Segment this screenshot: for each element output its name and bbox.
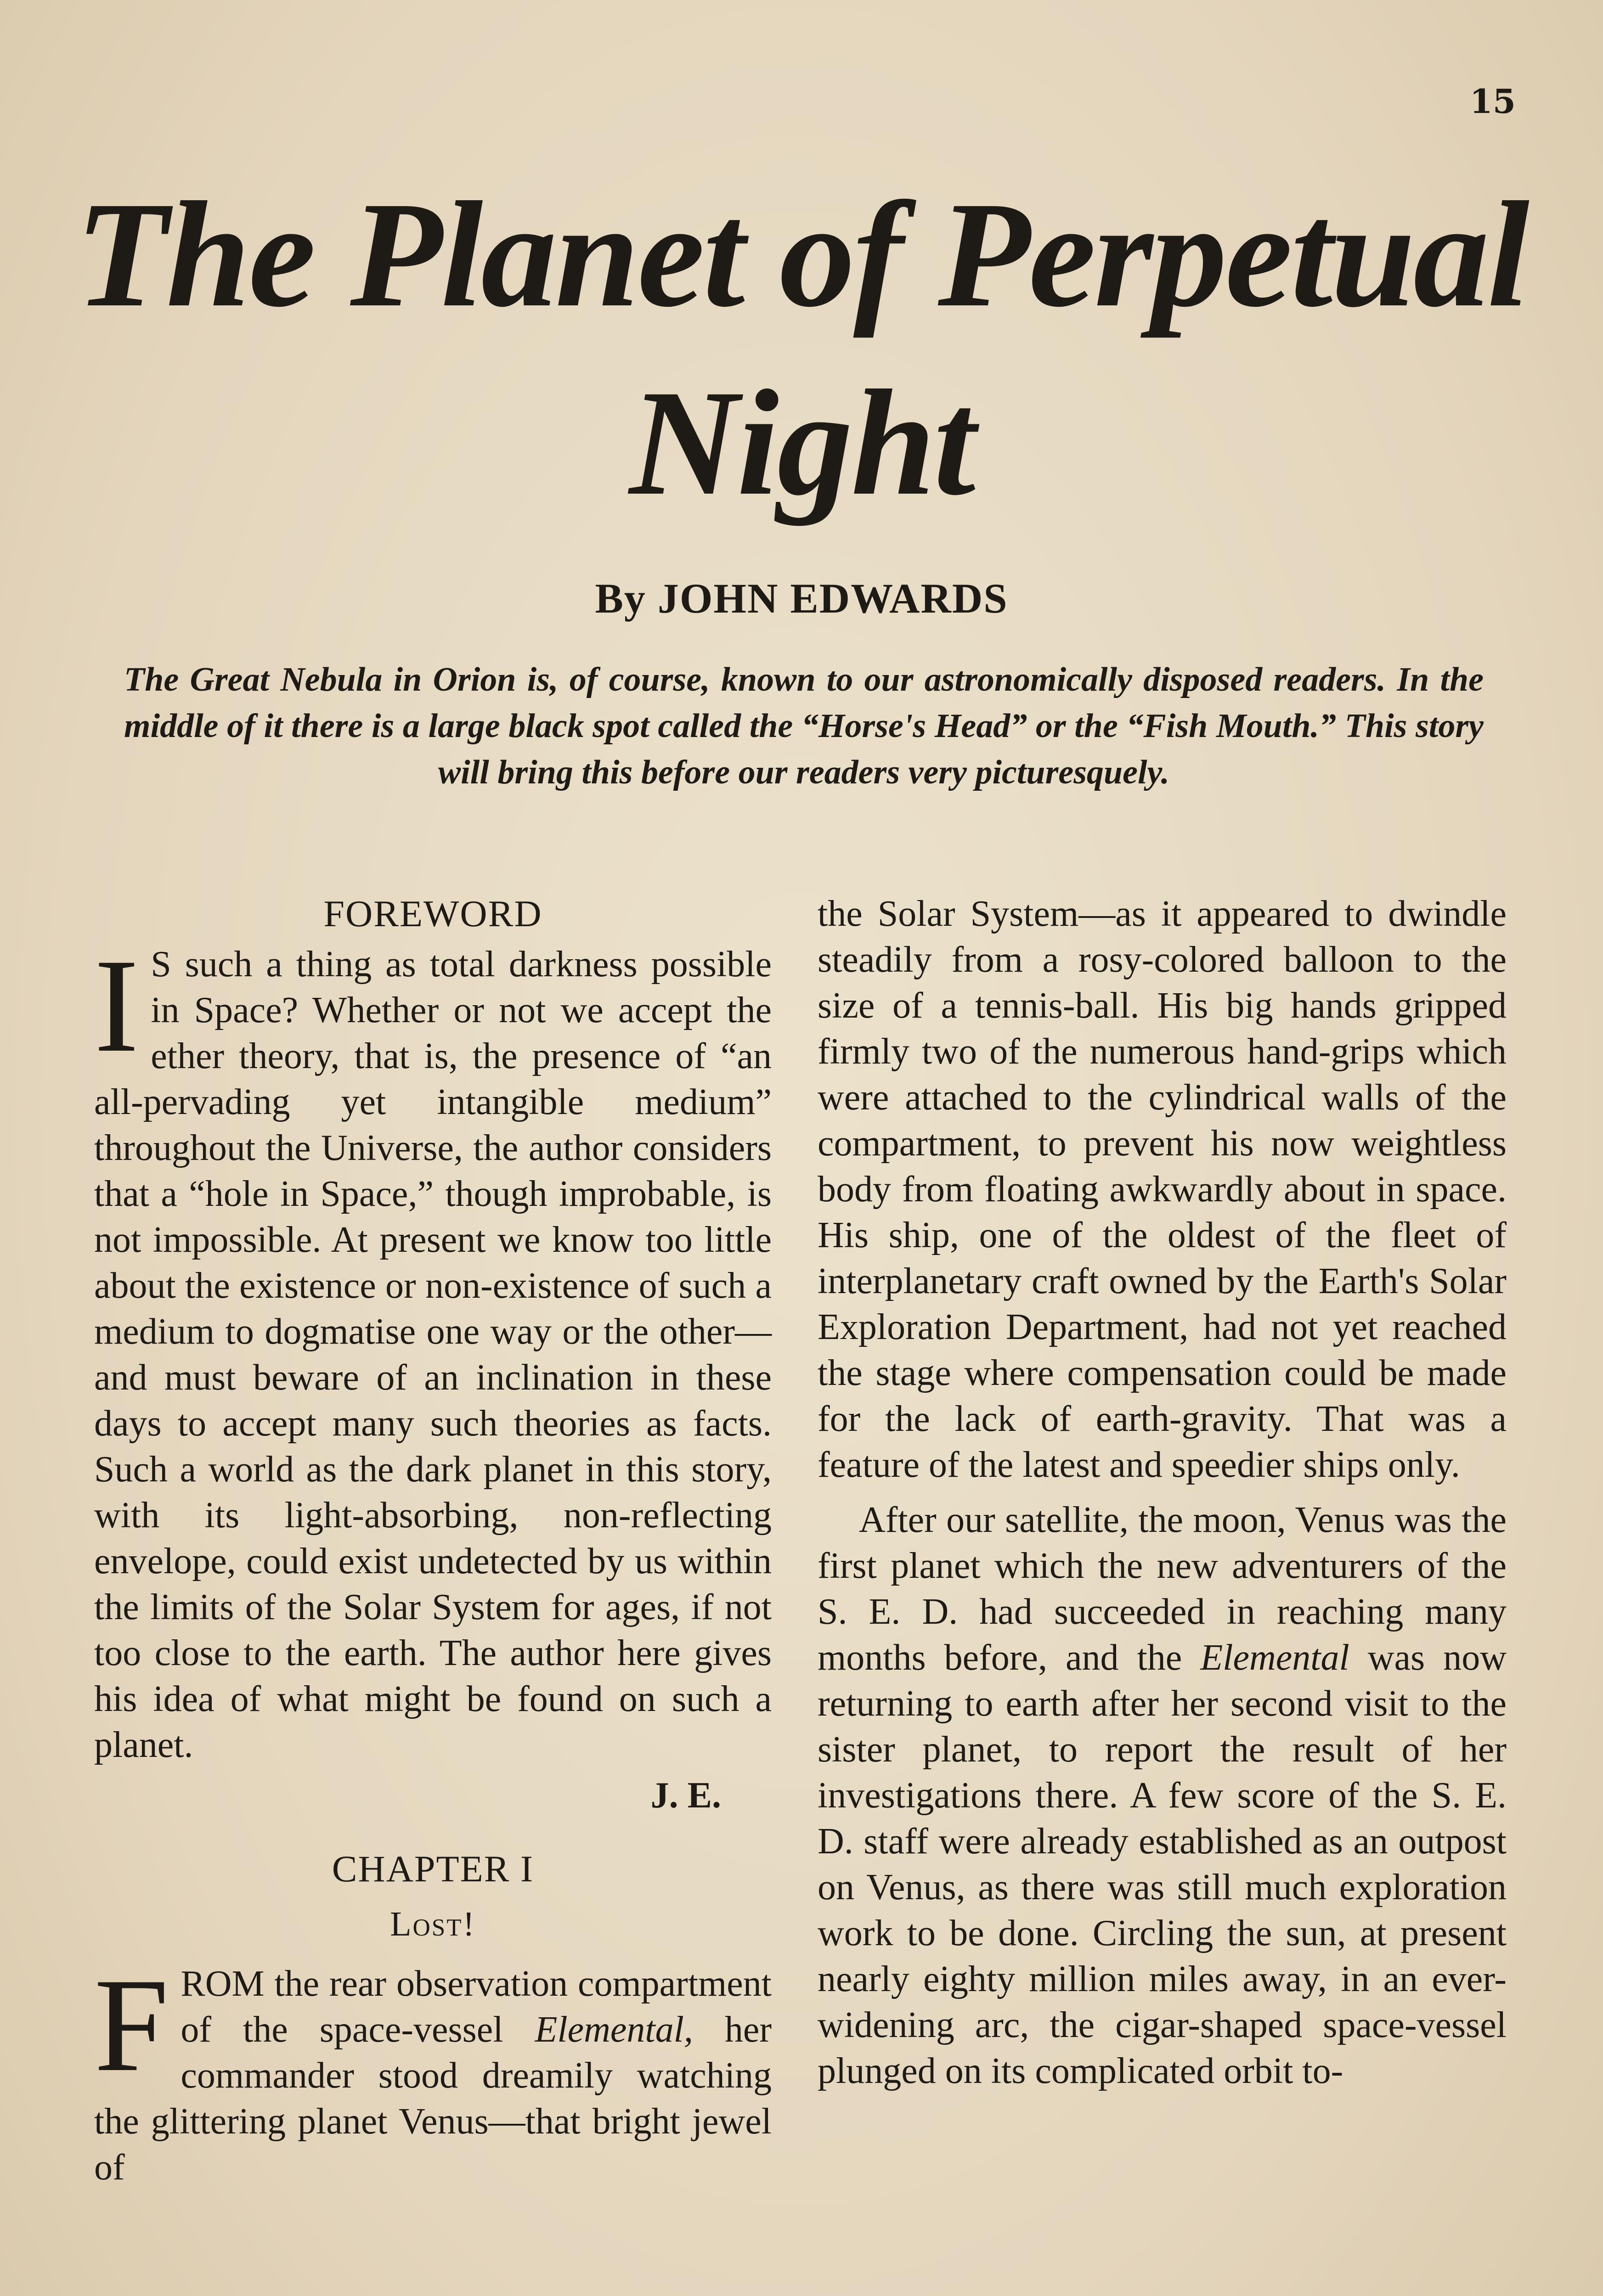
- page-number: 15: [1469, 82, 1516, 121]
- foreword-initials: J. E.: [650, 1775, 721, 1816]
- foreword-paragraph: [94, 932, 772, 1768]
- right-paragraph-2: [818, 1497, 1507, 2094]
- left-column: [94, 891, 772, 2190]
- chapter-heading: CHAPTER I: [332, 1848, 534, 1890]
- foreword-heading: FOREWORD: [323, 893, 542, 934]
- right-column: [818, 891, 1507, 2094]
- story-title-line2: Night: [629, 359, 974, 527]
- chapter-dropcap: F: [94, 1951, 169, 2099]
- right-paragraph-2-a: After our satellite, the moon, Venus was the first planet which the new adventurers of the S. E. D. had succeeded in reaching many months before, and the: [818, 1500, 1507, 1678]
- chapter-subheading: Lost!: [390, 1905, 476, 1943]
- author-byline: By JOHN EDWARDS: [595, 575, 1008, 622]
- story-title-line1: The Planet of Perpetual: [75, 171, 1528, 338]
- foreword-text: S such a thing as total darkness possible in Space? Whether or not we accept the ether theory, that is, the presence of “an all-pervading yet intangible medium” throughout the Universe, the author considers that a “hole in Space,” though improbable, is not impossible. At present we know too little about the existence or non-existence of such a medium to dogmatise one way or the other—and must beware of an inclination in these days to accept many such theories as facts. Such a world as the dark planet in this story, with its light-absorbing, non-reflecting envelope, could exist undetected by us within the limits of the Solar System for ages, if not too close to the earth. The author here gives his idea of what might be found on such a planet.: [94, 944, 772, 1765]
- chapter-text-a: ROM the rear observation compartment of the space-vessel: [181, 1964, 772, 2050]
- right-paragraph-2-b: was now returning to earth after her second visit to the sister planet, to report the result of her investigations there. A few score of the S. E. D. staff were already established as an outpost on Venus, as there was still much exploration work to be done. Circling the sun, at present nearly eighty million miles away, in an ever-widening arc, the cigar-shaped space-vessel plunged on its complicated orbit to-: [818, 1638, 1507, 2091]
- foreword-dropcap: I: [94, 932, 139, 1080]
- chapter-paragraph: [94, 1951, 772, 2190]
- editorial-intro: The Great Nebula in Orion is, of course, known to our astronomically disposed readers. In the middle of it there is a large black spot called the “Horse's Head” or the “Fish Mouth.” This story will bring this before our readers very picturesquely.: [124, 661, 1484, 791]
- ship-name-2: Elemental: [1200, 1638, 1349, 1678]
- chapter-text-b: her commander stood dreamily watching the glittering planet Venus—that bright jewel of: [94, 2009, 772, 2188]
- ship-name: Elemental,: [535, 2009, 693, 2050]
- right-paragraph-1: the Solar System—as it appeared to dwindle steadily from a rosy-colored balloon to the size of a tennis-ball. His big hands gripped firmly two of the numerous hand-grips which were attached to the cylindrical walls of the compartment, to prevent his now weightless body from floating awkwardly about in space. His ship, one of the oldest of the fleet of interplanetary craft owned by the Earth's Solar Exploration Department, had not yet reached the stage where compensation could be made for the lack of earth-gravity. That was a feature of the latest and speedier ships only.: [818, 894, 1507, 1485]
